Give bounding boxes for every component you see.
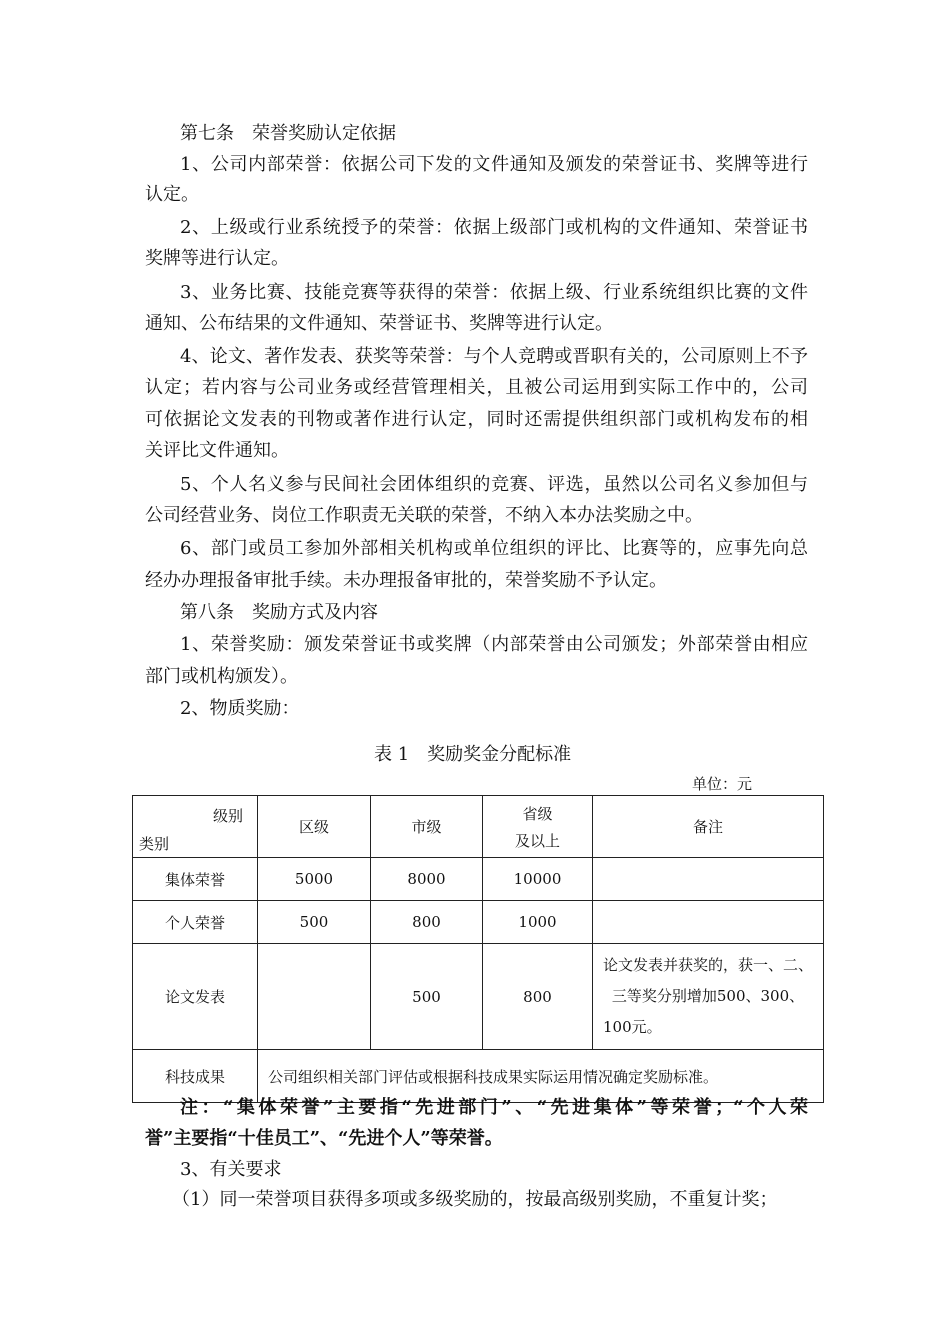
article-7-item-4-line-4: 关评比文件通知。 [145, 440, 289, 461]
article-8-item-1-line-2: 部门或机构颁发）。 [145, 666, 298, 687]
article-7-item-4-line-2: 认定；若内容与公司业务或经营管理相关，且被公司运用到实际工作中的，公司 [145, 377, 808, 398]
table-header-row [133, 796, 824, 858]
header-note: 备注 [593, 796, 824, 858]
header-province-line-2: 及以上 [514, 831, 560, 850]
item-3-heading: 3、有关要求 [180, 1159, 282, 1180]
cell-province: 1000 [483, 901, 593, 944]
article-7-item-1-line-1: 1、公司内部荣誉：依据公司下发的文件通知及颁发的荣誉证书、奖牌等进行 [180, 154, 808, 175]
cell-category: 集体荣誉 [133, 858, 258, 901]
article-7-item-6-line-1: 6、部门或员工参加外部相关机构或单位组织的评比、比赛等的，应事先向总 [180, 538, 808, 559]
header-city: 市级 [371, 796, 483, 858]
cell-note [593, 901, 824, 944]
cell-district [258, 944, 371, 1050]
cell-category: 个人荣誉 [133, 901, 258, 944]
table-row [133, 944, 824, 1050]
article-7-item-5-line-2: 公司经营业务、岗位工作职责无关联的荣誉，不纳入本办法奖励之中。 [145, 505, 703, 526]
table-unit: 单位：元 [692, 775, 753, 793]
cell-category: 论文发表 [133, 944, 258, 1050]
article-8-item-1-line-1: 1、荣誉奖励：颁发荣誉证书或奖牌（内部荣誉由公司颁发；外部荣誉由相应 [180, 634, 808, 655]
cell-note: 论文发表并获奖的，获一、二、三等奖分别增加500、300、100元。 [593, 944, 824, 1050]
article-7-item-1-line-2: 认定。 [145, 184, 199, 205]
cell-city: 8000 [371, 858, 483, 901]
award-table [132, 795, 824, 1103]
note-line-1: 注：“集体荣誉”主要指“先进部门”、“先进集体”等荣誉；“个人荣 [180, 1097, 808, 1118]
header-province-line-1: 省级 [522, 804, 553, 823]
header-level: 级别 [212, 806, 243, 825]
article-7-item-4-line-3: 可依据论文发表的刊物或著作进行认定，同时还需提供组织部门或机构发布的相 [145, 409, 808, 430]
article-8-heading: 第八条 奖励方式及内容 [180, 602, 378, 623]
header-diagonal-cell [133, 796, 258, 858]
table-row [133, 858, 824, 901]
article-7-item-2-line-2: 奖牌等进行认定。 [145, 248, 289, 269]
cell-category: 科技成果 [133, 1050, 258, 1103]
article-7-item-4-line-1: 4、论文、著作发表、获奖等荣誉：与个人竞聘或晋职有关的，公司原则上不予 [180, 346, 808, 367]
header-category: 类别 [139, 834, 170, 853]
item-3-1: （1）同一荣誉项目获得多项或多级奖励的，按最高级别奖励，不重复计奖； [172, 1189, 778, 1210]
cell-province: 10000 [483, 858, 593, 901]
header-province [483, 796, 593, 858]
article-7-item-3-line-2: 通知、公布结果的文件通知、荣誉证书、奖牌等进行认定。 [145, 313, 613, 334]
cell-note [593, 858, 824, 901]
article-7-item-2-line-1: 2、上级或行业系统授予的荣誉：依据上级部门或机构的文件通知、荣誉证书 [180, 217, 808, 238]
table-row [133, 901, 824, 944]
article-7-heading: 第七条 荣誉奖励认定依据 [180, 123, 396, 144]
cell-province: 800 [483, 944, 593, 1050]
cell-city: 500 [371, 944, 483, 1050]
article-8-item-2: 2、物质奖励： [180, 698, 300, 719]
article-7-item-3-line-1: 3、业务比赛、技能竞赛等获得的荣誉：依据上级、行业系统组织比赛的文件 [180, 282, 808, 303]
cell-district: 500 [258, 901, 371, 944]
article-7-item-6-line-2: 经办办理报备审批手续。未办理报备审批的，荣誉奖励不予认定。 [145, 570, 667, 591]
article-7-item-5-line-1: 5、个人名义参与民间社会团体组织的竞赛、评选，虽然以公司名义参加但与 [180, 474, 808, 495]
cell-tech-standard: 公司组织相关部门评估或根据科技成果实际运用情况确定奖励标准。 [258, 1050, 824, 1103]
header-district: 区级 [258, 796, 371, 858]
table-caption: 表 1 奖励奖金分配标准 [374, 744, 572, 765]
cell-district: 5000 [258, 858, 371, 901]
cell-city: 800 [371, 901, 483, 944]
note-line-2: 誉”主要指“十佳员工”、“先进个人”等荣誉。 [145, 1128, 503, 1149]
